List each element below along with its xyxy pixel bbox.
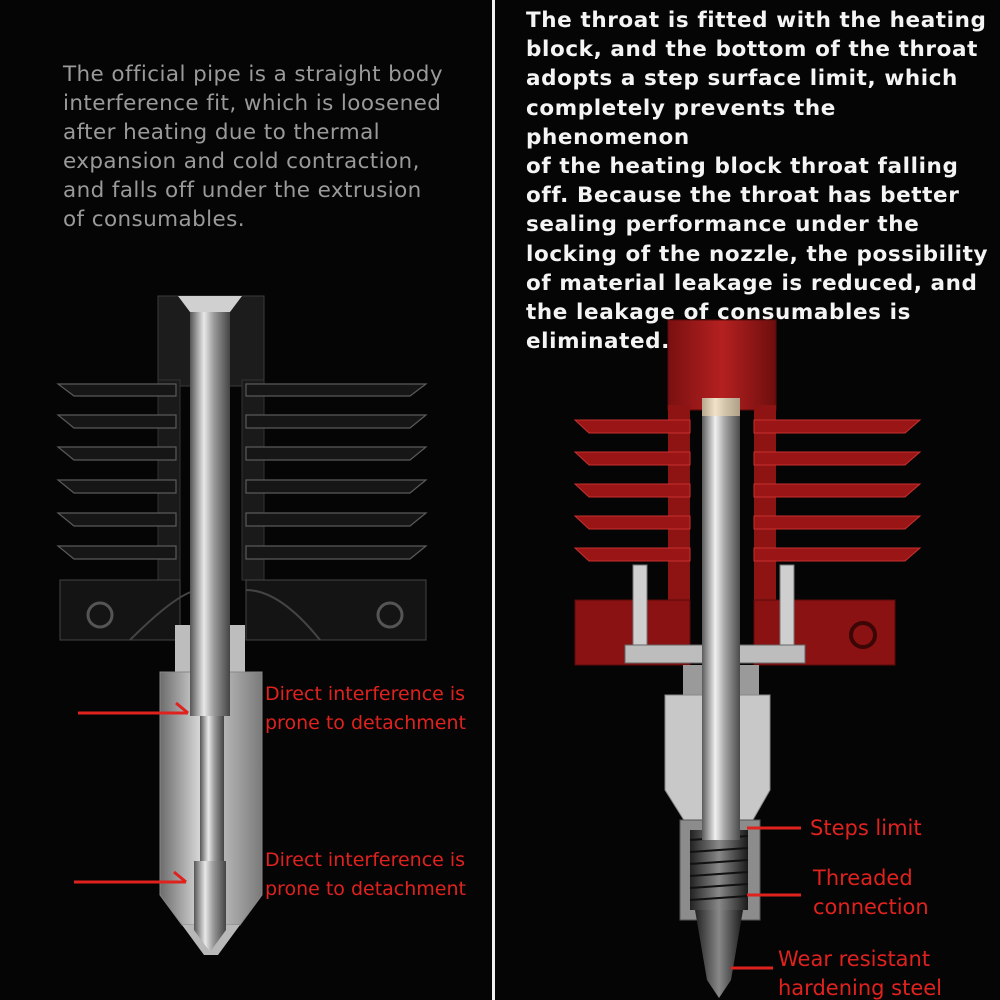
callout-interference-2: Direct interference is prone to detachment (265, 849, 466, 900)
right-panel (495, 0, 1000, 1000)
throat-tube-right (702, 398, 740, 840)
callout-wear-resistant: Wear resistant hardening steel (778, 947, 943, 1000)
callout-threaded-connection: Threaded connection (813, 866, 929, 919)
red-heatsink (575, 320, 920, 665)
callout-steps-limit: Steps limit (810, 816, 922, 840)
heatsink (58, 296, 426, 640)
callout-interference-1: Direct interference is prone to detachment (265, 683, 466, 734)
left-panel (0, 0, 492, 1000)
left-description: The official pipe is a straight body interference fit, which is loosened after heating due to thermal expansion and cold contraction, and falls off under the extrusion of consumables. (63, 62, 443, 232)
right-description: The throat is fitted with the heating block, and the bottom of the throat adopts a step surface limit, which completely prevents the phenomenon of the heating block throat falling off. Because the throat has better sealing performance under the locking of the nozzle, the possibility of material leakage is reduced, and the leakage of consumables is eliminated. (526, 8, 989, 355)
threaded-nozzle (690, 830, 748, 998)
